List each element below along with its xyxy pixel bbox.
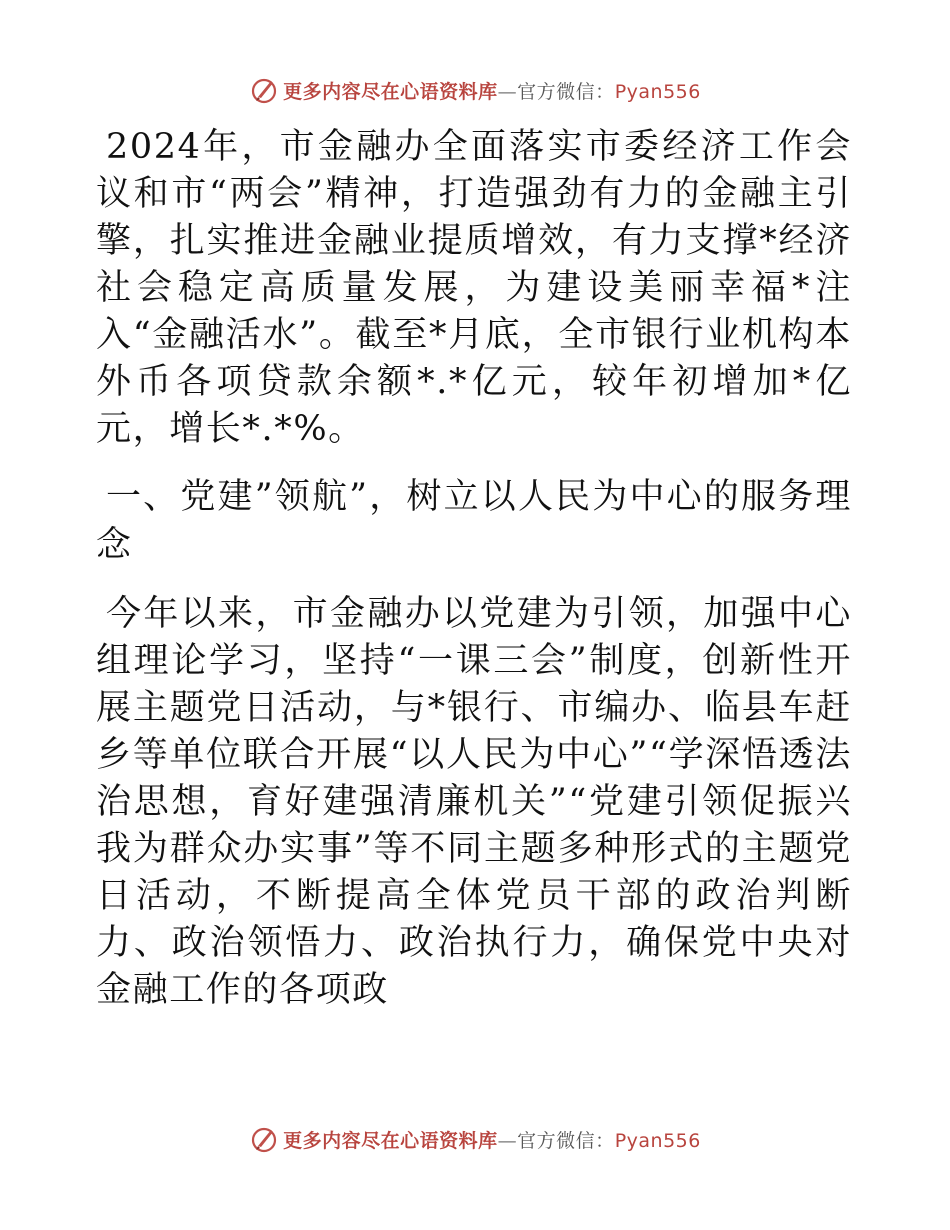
banner-text: [283, 1126, 701, 1153]
quill-logo-icon: [249, 75, 279, 105]
banner-separator: ：: [595, 1129, 615, 1152]
section-heading: 一、党建”领航”，树立以人民为中心的服务理念: [96, 477, 852, 565]
header-watermark-banner: [0, 72, 950, 108]
document-body: [96, 124, 852, 1014]
banner-wechat-id: Pyan556: [614, 1129, 701, 1152]
quill-logo-icon: [249, 1124, 279, 1154]
banner-wechat-label: 官方微信: [517, 1129, 596, 1152]
banner-site-name: 更多内容尽在心语资料库: [283, 1129, 498, 1152]
banner-separator: ：: [595, 80, 615, 103]
footer-watermark-banner: [0, 1121, 950, 1157]
banner-text: [283, 77, 701, 104]
paragraph-party-building: 今年以来，市金融办以党建为引领，加强中心组理论学习，坚持“一课三会”制度，创新性开展主题党日活动，与*银行、市编办、临县车赶乡等单位联合开展“以人民为中心”“学深悟透法治思想，育好建强清廉机关”“党建引领促振兴我为群众办实事”等不同主题多种形式的主题党日活动，不断提高全体党员干部的政治判断力、政治领悟力、政治执行力，确保党中央对金融工作的各项政: [96, 594, 852, 1010]
banner-wechat-label: 官方微信: [517, 80, 596, 103]
paragraph-intro: 2024年，市金融办全面落实市委经济工作会议和市“两会”精神，打造强劲有力的金融主引擎，扎实推进金融业提质增效，有力支撑*经济社会稳定高质量发展，为建设美丽幸福*注入“金融活水”。截至*月底，全市银行业机构本外币各项贷款余额*.*亿元，较年初增加*亿元，增长*.*%。: [96, 127, 852, 449]
banner-dash: —: [497, 1129, 518, 1152]
banner-site-name: 更多内容尽在心语资料库: [283, 80, 498, 103]
banner-dash: —: [497, 80, 518, 103]
banner-wechat-id: Pyan556: [614, 80, 701, 103]
